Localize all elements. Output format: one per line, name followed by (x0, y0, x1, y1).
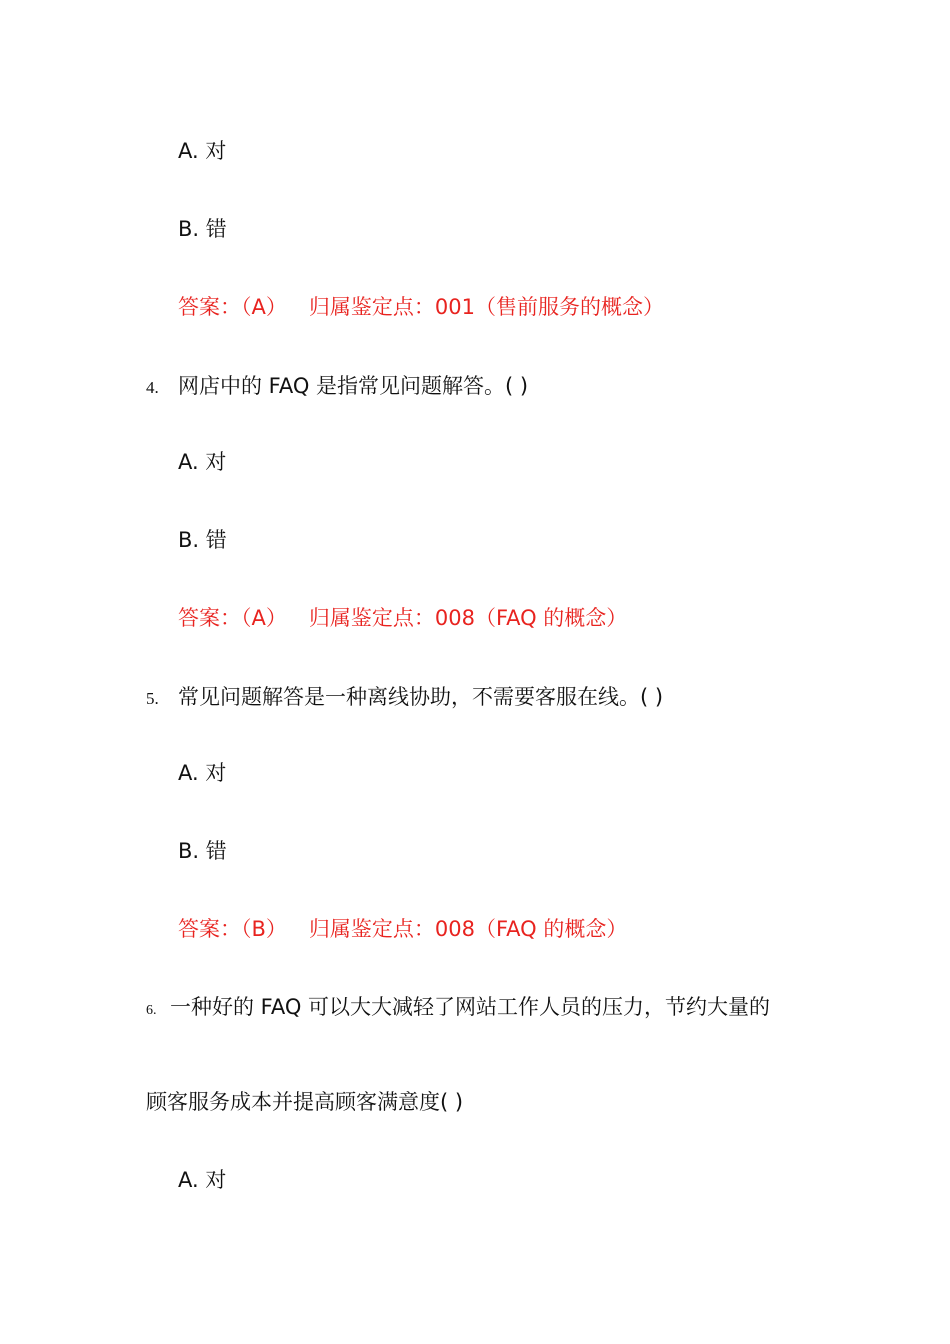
question-text-line2: 顾客服务成本并提高顾客满意度( ) (146, 1090, 464, 1114)
answer-point: 归属鉴定点：008（FAQ 的概念） (308, 606, 628, 630)
question-6 (146, 993, 770, 1025)
answer-label: 答案：（B） (178, 917, 287, 941)
question-text-line1: 一种好的 FAQ 可以大大减轻了网站工作人员的压力，节约大量的 (170, 995, 771, 1019)
question-text: 常见问题解答是一种离线协助，不需要客服在线。( ) (178, 685, 664, 709)
option-b: B. 错 (178, 839, 227, 863)
question-text: 网店中的 FAQ 是指常见问题解答。( ) (178, 374, 529, 398)
option-a: A. 对 (178, 450, 227, 474)
option-a: A. 对 (178, 1168, 227, 1192)
answer-point: 归属鉴定点：008（FAQ 的概念） (308, 917, 628, 941)
answer-line (178, 293, 664, 321)
answer-label: 答案：（A） (178, 606, 287, 630)
option-a: A. 对 (178, 139, 227, 163)
option-b: B. 错 (178, 217, 227, 241)
answer-label: 答案：（A） (178, 295, 287, 319)
option-a: A. 对 (178, 761, 227, 785)
option-b: B. 错 (178, 528, 227, 552)
question-number: 4. (146, 378, 159, 397)
answer-line (178, 915, 627, 943)
question-4 (146, 372, 528, 402)
answer-line (178, 604, 627, 632)
question-number: 5. (146, 689, 159, 708)
answer-point: 归属鉴定点：001（售前服务的概念） (308, 295, 664, 319)
question-5 (146, 683, 663, 713)
question-number: 6. (146, 1003, 157, 1018)
